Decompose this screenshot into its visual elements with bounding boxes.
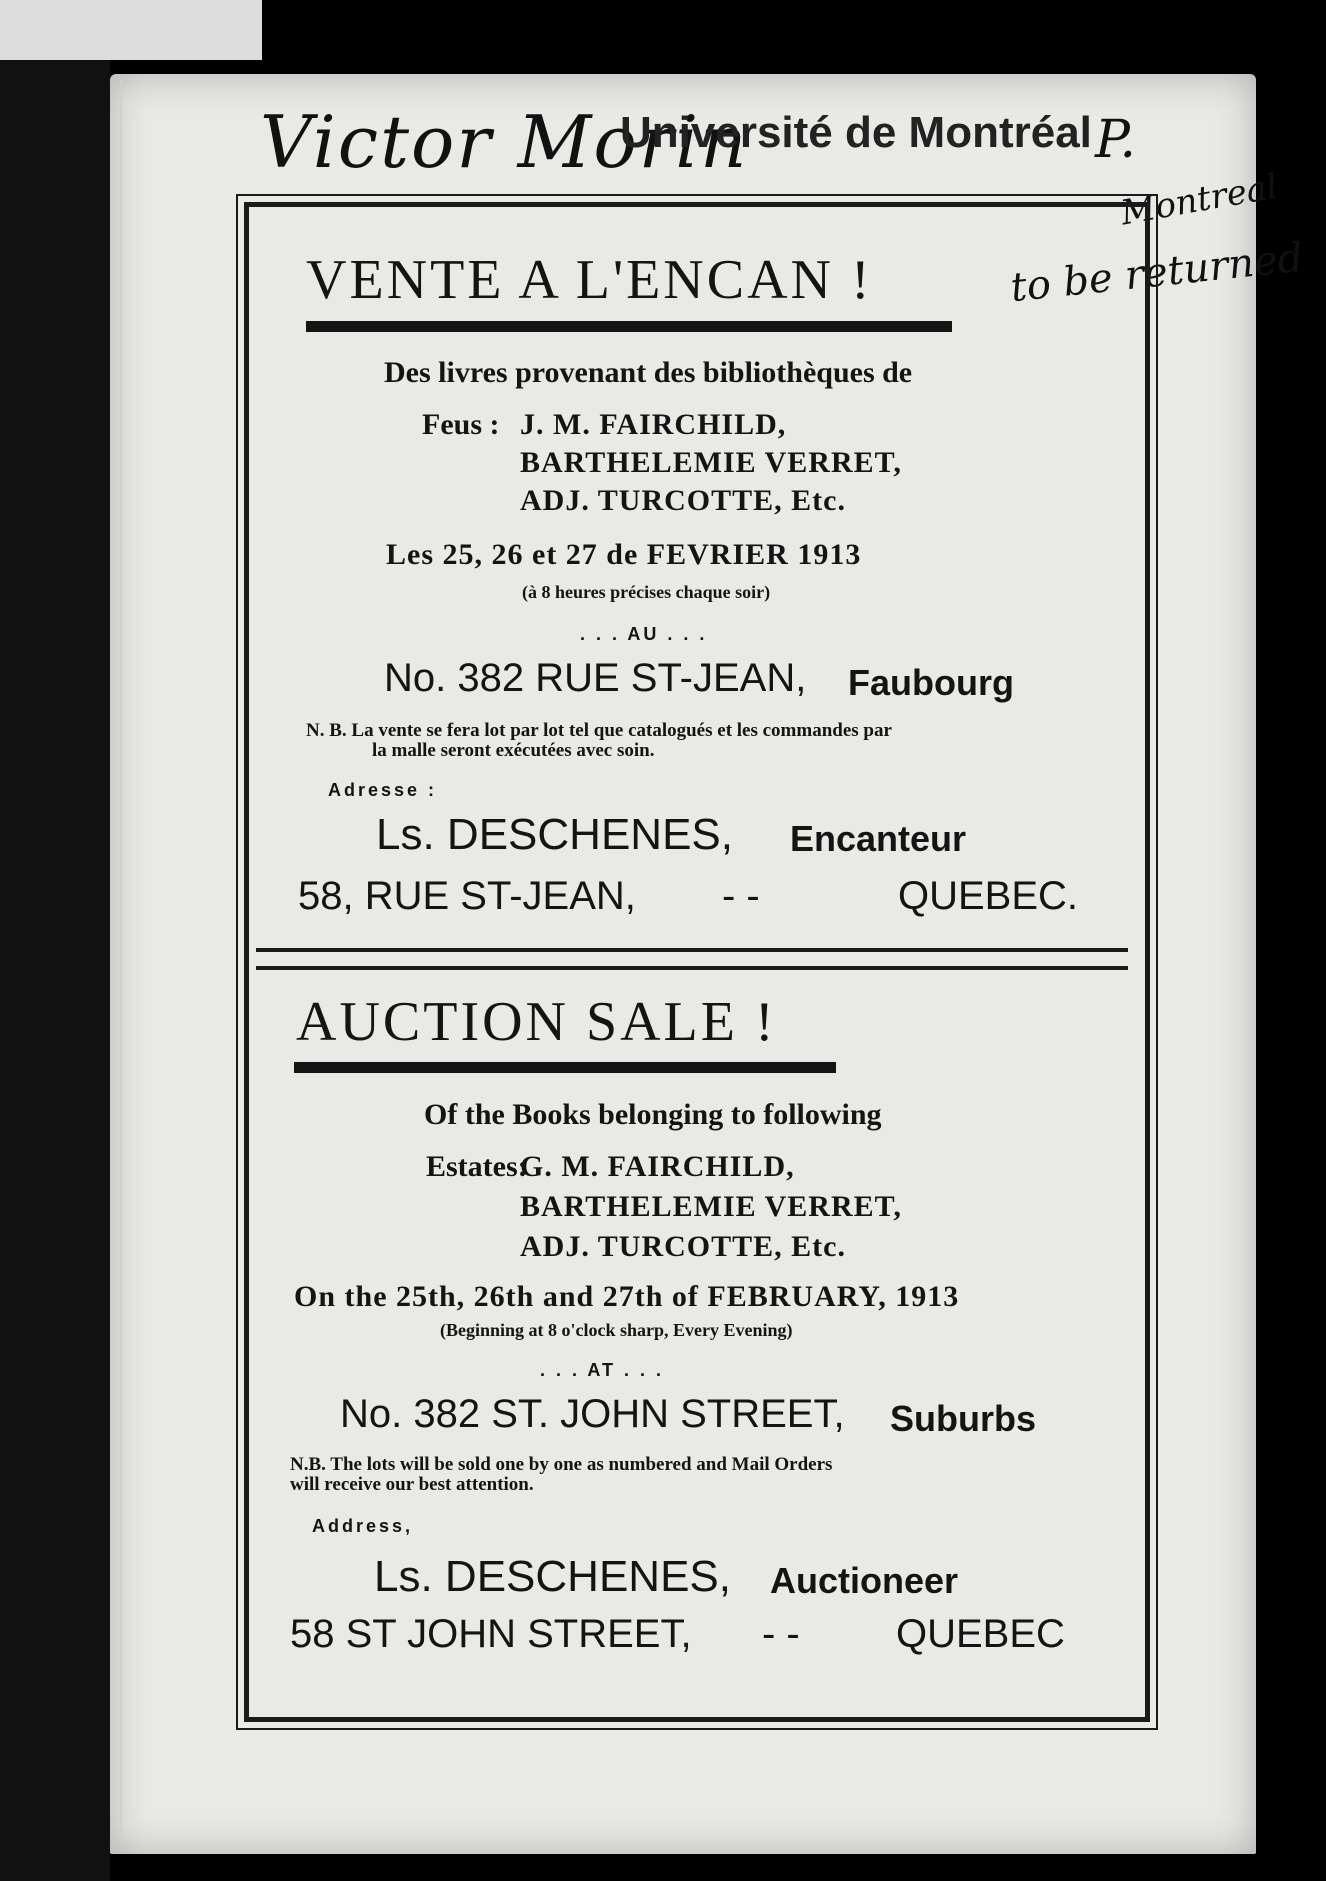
handwritten-initial: P. bbox=[1095, 110, 1136, 170]
french-intro: Des livres provenant des bibliothèques de bbox=[384, 356, 913, 389]
english-estates-label: Estates: bbox=[426, 1150, 528, 1183]
french-estate-1: J. M. FAIRCHILD, bbox=[520, 408, 787, 441]
french-auctioneer-title: Encanteur bbox=[790, 818, 967, 859]
french-nb-line-2: la malle seront exécutées avec soin. bbox=[372, 740, 655, 761]
french-estate-2: BARTHELEMIE VERRET, bbox=[520, 446, 902, 479]
english-nb-line-2: will receive our best attention. bbox=[290, 1474, 534, 1495]
french-venue-suffix: Faubourg bbox=[848, 662, 1014, 703]
english-dates: On the 25th, 26th and 27th of FEBRUARY, 1913 bbox=[294, 1280, 960, 1313]
french-city: QUEBEC. bbox=[898, 874, 1079, 918]
handwritten-city: Montreal bbox=[1117, 166, 1281, 234]
french-estates-label: Feus : bbox=[422, 408, 500, 441]
english-auctioneer-name: Ls. DESCHENES, bbox=[374, 1552, 731, 1601]
french-estate-3: ADJ. TURCOTTE, Etc. bbox=[520, 484, 846, 517]
french-title-underline bbox=[306, 321, 952, 332]
english-nb-line-1: N.B. The lots will be sold one by one as numbered and Mail Orders bbox=[290, 1454, 833, 1475]
section-divider bbox=[256, 948, 1128, 970]
english-intro: Of the Books belonging to following bbox=[424, 1098, 882, 1131]
handwritten-note: to be returned bbox=[1008, 234, 1306, 312]
handwritten-signature: Victor Morin bbox=[260, 100, 749, 184]
french-venue: No. 382 RUE ST-JEAN, bbox=[384, 656, 807, 700]
english-at: . . . AT . . . bbox=[540, 1360, 665, 1380]
english-city: QUEBEC bbox=[896, 1612, 1065, 1656]
page-fold-line bbox=[120, 80, 122, 1840]
french-dashes: - - bbox=[722, 874, 760, 918]
english-time: (Beginning at 8 o'clock sharp, Every Evening) bbox=[440, 1320, 793, 1340]
english-street: 58 ST JOHN STREET, bbox=[290, 1612, 692, 1656]
dark-background bbox=[0, 60, 110, 1881]
french-dates: Les 25, 26 et 27 de FEVRIER 1913 bbox=[386, 538, 862, 571]
french-street: 58, RUE ST-JEAN, bbox=[298, 874, 636, 918]
english-venue: No. 382 ST. JOHN STREET, bbox=[340, 1392, 845, 1436]
french-address-label: Adresse : bbox=[328, 780, 438, 800]
french-at: . . . AU . . . bbox=[580, 624, 708, 644]
english-estate-1: G. M. FAIRCHILD, bbox=[520, 1150, 795, 1183]
english-estate-3: ADJ. TURCOTTE, Etc. bbox=[520, 1230, 846, 1263]
english-address-label: Address, bbox=[312, 1516, 414, 1536]
torn-paper-scrap bbox=[0, 0, 262, 60]
french-title: VENTE A L'ENCAN ! bbox=[306, 249, 873, 311]
french-nb-line-1: N. B. La vente se fera lot par lot tel que catalogués et les commandes par bbox=[306, 720, 892, 741]
french-auctioneer-name: Ls. DESCHENES, bbox=[376, 810, 733, 859]
french-time: (à 8 heures précises chaque soir) bbox=[522, 582, 771, 602]
english-auctioneer-title: Auctioneer bbox=[770, 1560, 959, 1601]
english-dashes: - - bbox=[762, 1612, 800, 1656]
english-title: AUCTION SALE ! bbox=[296, 991, 777, 1053]
english-title-underline bbox=[294, 1062, 836, 1073]
english-venue-suffix: Suburbs bbox=[890, 1398, 1037, 1439]
english-estate-2: BARTHELEMIE VERRET, bbox=[520, 1190, 902, 1223]
library-stamp: Université de Montréal bbox=[620, 108, 1092, 157]
